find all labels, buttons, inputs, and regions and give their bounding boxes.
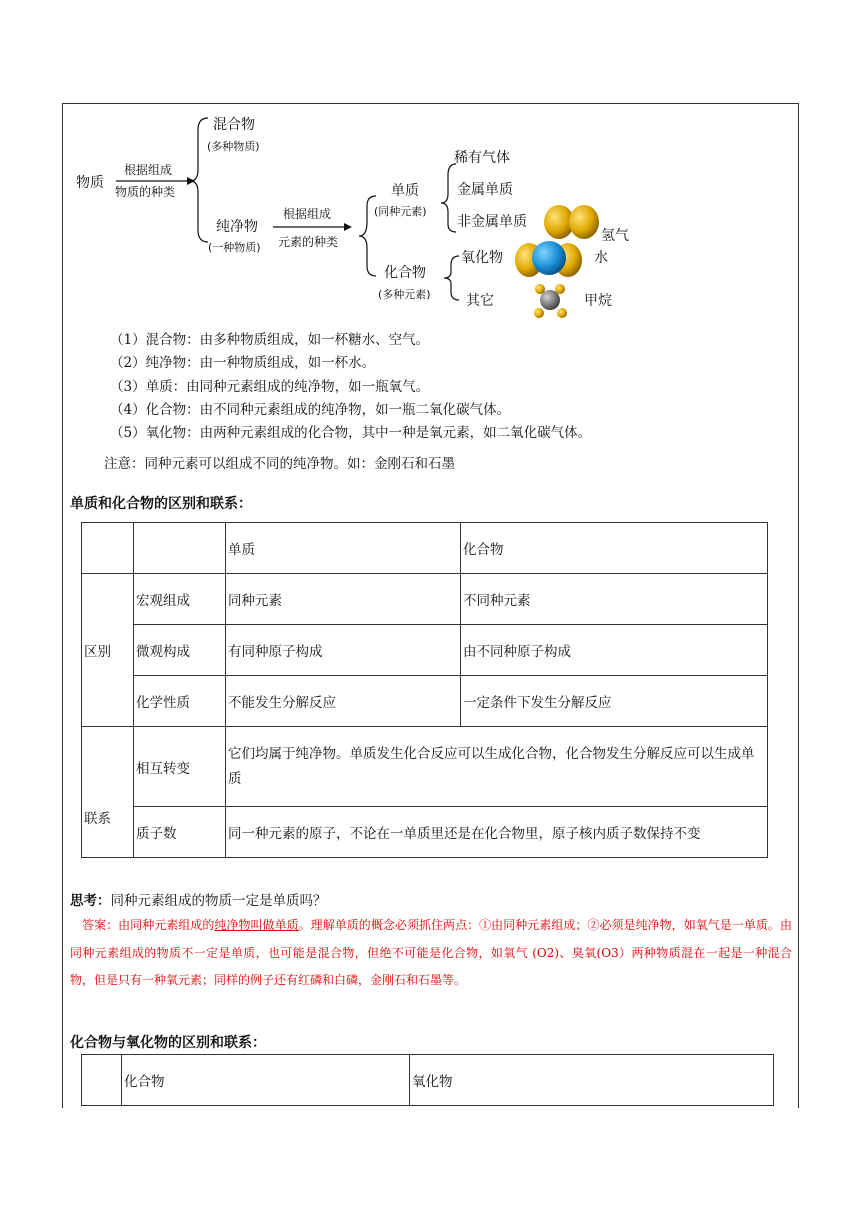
compound-sub: (多种元素) <box>378 288 431 301</box>
table-cell: 不能发生分解反应 <box>226 676 461 727</box>
water-label: 水 <box>594 250 608 266</box>
compound-oxide-table <box>81 1054 774 1106</box>
oxide-label: 氧化物 <box>461 250 503 266</box>
branch1-top: 根据组成 <box>124 163 173 177</box>
branch2-top: 根据组成 <box>283 207 332 221</box>
other-label: 其它 <box>466 293 494 309</box>
definition-item: （3）单质：由同种元素组成的纯净物，如一瓶氧气。 <box>110 378 430 395</box>
header-oxide: 氧化物 <box>410 1055 774 1106</box>
link-label: 联系 <box>82 727 134 858</box>
table-cell: 不同种元素 <box>461 574 768 625</box>
definition-item: （2）纯净物：由一种物质组成，如一杯水。 <box>110 355 376 372</box>
definition-item: （4）化合物：由不同种元素组成的纯净物，如一瓶二氧化碳气体。 <box>110 401 511 418</box>
answer-text: 答案：由同种元素组成的 <box>82 918 215 932</box>
answer-underlined: 纯净物叫做单质 <box>214 918 299 932</box>
water-molecule-icon <box>515 241 582 277</box>
header-compound: 化合物 <box>461 523 768 574</box>
diff-label: 区别 <box>82 574 134 727</box>
metal-label: 金属单质 <box>457 182 513 198</box>
pure-sub: (一种物质) <box>208 241 261 254</box>
hydrogen-molecule-icon <box>544 205 599 239</box>
table-cell: 同种元素 <box>226 574 461 625</box>
element-sub: (同种元素) <box>374 205 427 218</box>
think-text: 同种元素组成的物质一定是单质吗？ <box>110 893 327 909</box>
methane-molecule-icon <box>534 284 567 318</box>
compound-label: 化合物 <box>384 265 426 281</box>
definition-item: （1）混合物：由多种物质组成，如一杯糖水、空气。 <box>110 332 430 348</box>
table-cell: 由不同种原子构成 <box>461 625 768 676</box>
root-label: 物质 <box>76 175 104 191</box>
table-cell: 它们均属于纯净物。单质发生化合反应可以生成化合物，化合物发生分解反应可以生成单质 <box>226 727 768 807</box>
nonmetal-label: 非金属单质 <box>457 214 527 230</box>
table-cell: 有同种原子构成 <box>226 625 461 676</box>
element-compound-table <box>81 522 768 858</box>
element-label: 单质 <box>391 183 419 199</box>
mixture-sub: (多种物质) <box>207 140 260 153</box>
row-label: 宏观组成 <box>134 574 226 625</box>
row-label: 化学性质 <box>134 676 226 727</box>
hydrogen-label: 氢气 <box>601 228 629 244</box>
table-cell: 同一种元素的原子，不论在一单质里还是在化合物里，原子核内质子数保持不变 <box>226 807 768 858</box>
table-cell: 一定条件下发生分解反应 <box>461 676 768 727</box>
branch1-bottom: 物质的种类 <box>115 185 176 199</box>
row-label: 相互转变 <box>134 727 226 807</box>
mixture-label: 混合物 <box>213 117 255 133</box>
definition-item: （5）氧化物：由两种元素组成的化合物，其中一种是氧元素，如二氧化碳气体。 <box>110 425 592 442</box>
section-title-element-vs-compound: 单质和化合物的区别和联系： <box>70 496 252 512</box>
classification-diagram <box>0 0 860 330</box>
row-label: 微观构成 <box>134 625 226 676</box>
think-question <box>70 889 327 909</box>
noble-gas-label: 稀有气体 <box>454 150 510 166</box>
header-compound: 化合物 <box>122 1055 410 1106</box>
row-label: 质子数 <box>134 807 226 858</box>
methane-label: 甲烷 <box>584 293 612 309</box>
answer-paragraph <box>70 912 792 995</box>
definitions-list <box>110 329 591 445</box>
header-element: 单质 <box>226 523 461 574</box>
branch2-bottom: 元素的种类 <box>278 235 339 249</box>
section-title-compound-vs-oxide: 化合物与氧化物的区别和联系： <box>70 1035 266 1051</box>
answer-text: 。理解单质的概念必须抓住两点：①由同种元素组成；②必须是纯净物，如氧气是一单质。由同种元素组成的物质不一定是单质，也可能是混合物，但绝不可能是化合物，如氧气 (O2)、臭氧(O3）两种物质混在一起是一种混合物，但是只有一种氧元素；同样的例子还有红磷和白磷，金刚石和石墨等。 <box>70 918 792 987</box>
think-label: 思考： <box>70 893 111 909</box>
note-text: 注意：同种元素可以组成不同的纯净物。如：金刚石和石墨 <box>104 456 455 472</box>
pure-label: 纯净物 <box>216 219 258 235</box>
